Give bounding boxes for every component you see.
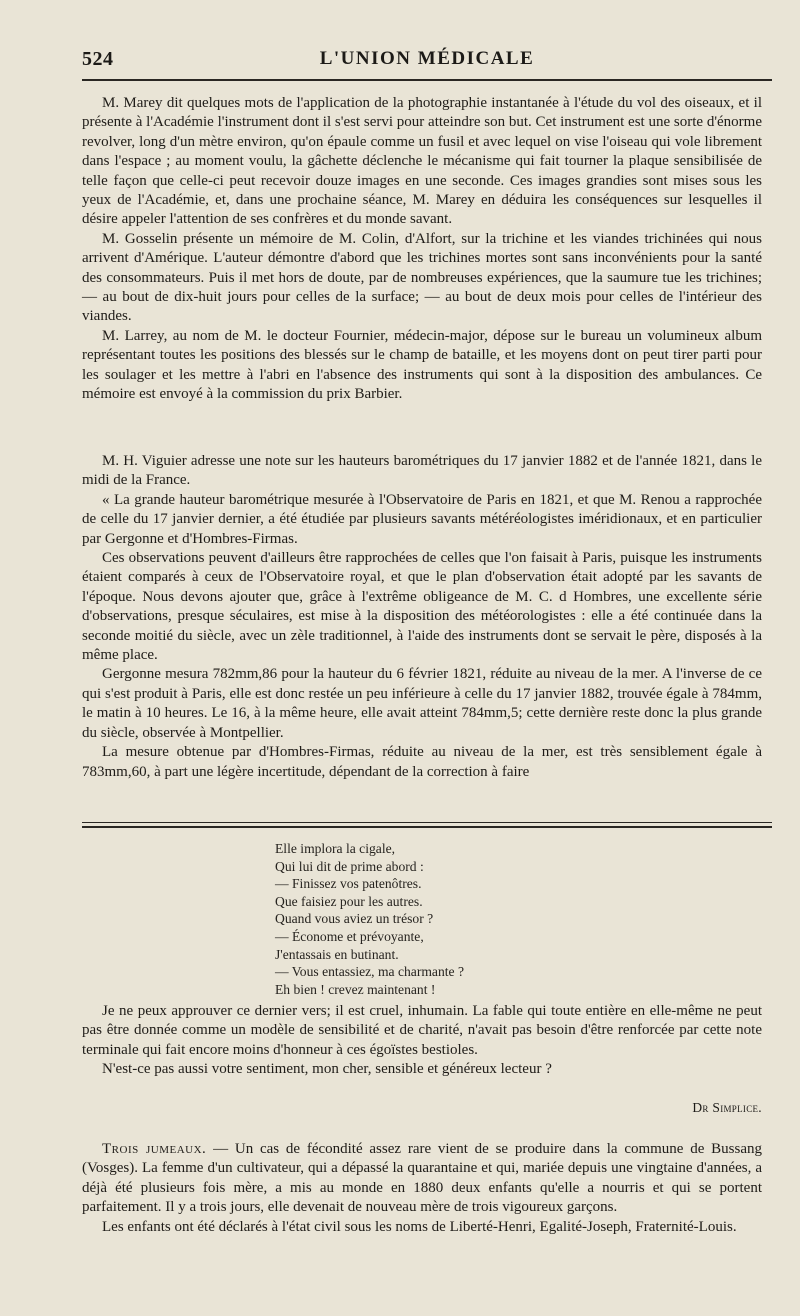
paragraph-quote-start: « La grande hauteur barométrique mesurée à l'Observatoire de Paris en 1821, et que M. Renou a rapprochée de celle du 17 janvier dernier, a été étudiée par plusieurs savants météréologistes iméridionaux, et en particulier par Gergonne et d'Hombres-Firmas. <box>82 491 762 547</box>
trois-jumeaux-section <box>82 1140 762 1237</box>
paragraph-gosselin: M. Gosselin présente un mémoire de M. Colin, d'Alfort, sur la trichine et les viandes trichinées qui nous arrivent d'Amérique. L'auteur démontre d'abord que les trichines mortes sont sans inconvénients pour la santé des consommateurs. Puis il met hors de doute, par de nombreuses expériences, que la saumure tue les trichines; — au bout de dix-huit jours pour celles de la surface; — au bout de deux mois pour celles de l'intérieur des viandes. <box>82 230 762 325</box>
commentary-question: N'est-ce pas aussi votre sentiment, mon cher, sensible et généreux lecteur ? <box>102 1061 552 1078</box>
paragraph-gergonne: Gergonne mesura 782mm,86 pour la hauteur du 6 février 1821, réduite au niveau de la mer. A l'inverse de ce qui s'est produit à Paris, elle est donc restée un peu inférieure à celle du 17 janvier 1882, trouvée égale à 784mm, le matin à 10 heures. Le 16, à la même heure, elle avait atteint 784mm,5; cette dernière reste donc la plus grande du siècle, observée à Montpellier. <box>82 666 762 741</box>
paragraph-hombres-firmas: La mesure obtenue par d'Hombres-Firmas, réduite au niveau de la mer, est très sensiblement égale à 783mm,60, à part une légère incertitude, dépendant de la correction à faire <box>82 744 762 780</box>
poem-line: — Économe et prévoyante, <box>275 928 424 944</box>
trois-jumeaux-paragraph <box>82 1140 762 1218</box>
header-rule <box>82 79 772 81</box>
paragraph-marey: M. Marey dit quelques mots de l'application de la photographie instantanée à l'étude du vol des oiseaux, et il présente à l'Académie l'instrument dont il s'est servi pour atteindre son but. Cet instrument est une sorte d'énorme revolver, long d'un mètre environ, qu'on épaule comme un fusil et avec lequel on vise l'oiseau qui vole librement dans l'espace ; au moment voulu, la gâchette déclenche le mécanisme qui fait tourner la plaque sensibilisée de telle façon que celle-ci peut recevoir douze images en une seconde. Ces images grandies sont mises sous les yeux de l'Académie, et, dans une prochaine séance, M. Marey en déduira les conséquences sur lesquelles il désire appeler l'attention de ses confrères et du monde savant. <box>82 95 762 228</box>
barometric-note-section <box>82 452 762 782</box>
poem-line: — Vous entassiez, ma charmante ? <box>275 964 464 980</box>
commentary-paragraph: Je ne peux approuver ce dernier vers; il est cruel, inhumain. La fable qui toute entière en elle-même ne peut pas être donnée comme un modèle de sensibilité et de charité, n'avait pas besoin d'être renforcée par cette note terminale qui fait encore moins d'honneur à ces égoïstes bestioles. <box>82 1003 762 1058</box>
trois-jumeaux-names: Les enfants ont été déclarés à l'état civil sous les noms de Liberté-Henri, Egalité-Joseph, Fraternité-Louis. <box>102 1218 737 1235</box>
academy-report-section <box>82 94 762 405</box>
poem-line: Elle implora la cigale, <box>275 841 396 856</box>
trois-jumeaux-lead: Trois jumeaux. <box>102 1141 207 1157</box>
paragraph-observations: Ces observations peuvent d'ailleurs être rapprochées de celles que l'on faisait à Paris, puisque les instruments étaient comparés à ceux de l'Observatoire royal, et que le plan d'observation était adopté par les savants de l'époque. Nous devons ajouter que, grâce à l'extrême obligeance de M. C. d Hombres, une excellente série d'observations, presque séculaires, est mise à la disposition des météorologistes : elle a été continuée dans la seconde moitié du siècle, avec un zèle traditionnel, à l'aide des instruments dont se servait le père, disposés à la même place. <box>82 550 762 664</box>
poem-line: J'entassais en butinant. <box>275 946 399 962</box>
poem-line: Qui lui dit de prime abord : <box>275 858 424 874</box>
poem-line: Quand vous aviez un trésor ? <box>275 911 434 927</box>
feuilleton-rule-top <box>82 822 772 823</box>
fable-commentary <box>82 1002 762 1080</box>
page-number: 524 <box>82 48 114 70</box>
paragraph-viguier: M. H. Viguier adresse une note sur les hauteurs barométriques du 17 janvier 1882 et de l'année 1821, dans le midi de la France. <box>82 453 762 489</box>
feuilleton-rule-bottom <box>82 826 772 828</box>
poem-line: — Finissez vos patenôtres. <box>275 876 422 892</box>
fable-poem <box>275 840 575 998</box>
poem-line: Que faisiez pour les autres. <box>275 893 423 909</box>
poem-line: Eh bien ! crevez maintenant ! <box>275 981 436 997</box>
paragraph-larrey: M. Larrey, au nom de M. le docteur Fournier, médecin-major, dépose sur le bureau un volumineux album représentant toutes les positions des blessés sur le champ de bataille, et les moyens dont on peut tirer parti pour les soulager et les mettre à l'abri en l'absence des instruments qui sont à la disposition des ambulances. Ce mémoire est envoyé à la commission du prix Barbier. <box>82 327 762 403</box>
author-signature: Dr Simplice. <box>692 1100 762 1115</box>
page-header <box>82 44 772 76</box>
trois-jumeaux-text: — Un cas de fécondité assez rare vient de se produire dans la commune de Bussang (Vosges). La femme d'un cultivateur, qui a dépassé la quarantaine et qui, mariée depuis une vingtaine d'années, a déjà été plusieurs fois mère, a mis au monde en 1880 deux enfants qu'elle a nourris et qui se portent parfaitement. Il y a trois jours, elle devenait de nouveau mère de trois vigoureux garçons. <box>82 1141 763 1216</box>
journal-title: L'UNION MÉDICALE <box>319 48 535 69</box>
